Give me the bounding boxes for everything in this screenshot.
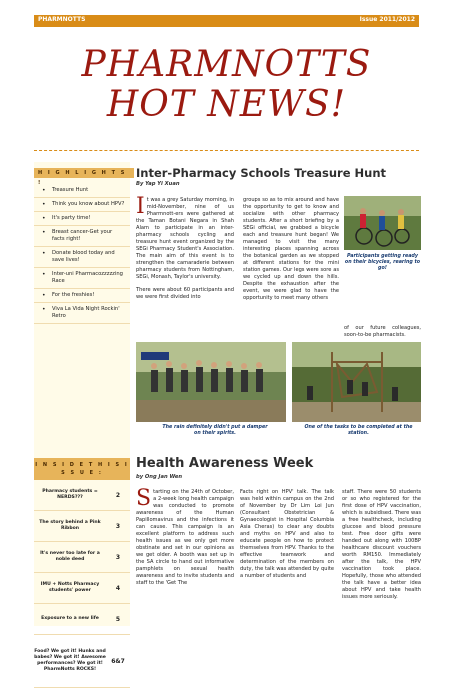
highlights-heading: H I G H L I G H T S ! [34,168,134,178]
contents-list [34,480,130,688]
contents-row[interactable] [34,573,130,604]
article-1-text-1b: There were about 60 participants and we were first divided into [136,287,234,300]
contents-row[interactable] [34,635,130,688]
contents-page: 6&7 [111,657,125,665]
contents-title: IMU + Notts Pharmacy students' power [40,582,100,593]
contents-title: It's never too late for a noble deed [40,551,100,562]
highlight-item: • Breast cancer-Get your facts right! [34,226,130,247]
contents-page: 2 [115,491,121,499]
group-photo [136,342,286,422]
highlight-item: • It's party time! [34,212,130,226]
sidebar [34,162,130,672]
article-1-col-3: of our future colleagues, soon-to-be pharmacists. [344,325,421,338]
issue-label: Issue 2011/2012 [359,16,415,23]
header-bar [34,15,419,27]
highlight-item: • Donate blood today and save lives! [34,247,130,268]
masthead-line-2: HOT NEWS! [106,84,347,125]
article-1-col-2: groups so as to mix around and have the opportunity to get to know and socialize with other pharmacy students. After a short briefing by a SEGi official, we grabbed a bicycle each and treasure hunt began! We managed to visit the many interesting places spanning across the botanical garden as we stopped at different stations for the mini station games. Our legs were sore as we cycled up and down the hills. Despite the exhaustion after the event, we were glad to have the opportunity to meet many others [243,197,339,301]
contents-page: 3 [115,522,121,530]
article-2-col-3: staff. There were 50 students or so who registered for the first dose of HPV vaccination, which is subsidised. There was a free healthcheck, including glucose and blood pressure test. Free door gifts were handed out along with 100BP healthcare discount vouchers worth RM150. Immediately after the talk, the HPV vaccination took place. Hopefully, those who attended the talk have a better idea about HPV and take health issues more seriously. [342,489,421,600]
station-task-photo [292,342,421,422]
highlight-item: • Inter-uni Pharmacozzzzzing Race [34,268,130,289]
contents-title: Food? We got it! Hunks and babes? We got it! Awesome performances? We got it! PharmNotts ROCKS! [34,649,106,672]
article-2-col-1 [136,486,234,587]
dropcap: S [136,486,152,511]
dropcap: I [136,194,145,219]
article-2-col-2: Facts right on HPV' talk. The talk was held within campus on the 2nd of November by Dr Lim Loi Jun (Consultant Obstetrician & Gynaecologist in Hospital Columbia Asia Cheras) to clear any doubts and myths on HPV and also to educate people on how to protect themselves from HPV. Thanks to the effective teamwork and determination of the members on duty, the talk was attended by quite a number of students and [240,489,334,579]
contents-title: Pharmacy students = NERDS??? [42,489,98,500]
article-1-title: Inter-Pharmacy Schools Treasure Hunt [136,166,387,180]
contents-title: Exposure to a new life [41,616,99,621]
bicycles-photo [344,196,421,250]
article-2-text-1: tarting on the 24th of October, a 2-week long health campaign was conducted to promote awareness of the Human Papillomavirus and the infections it can cause. This campaign is an excellent platform to address such health issues as we only get more obstinate and set in our opinions as we get older. A booth was set up in the SA circle to hand out informative pamphlets on sexual health awareness and to invite students and staff to the 'Get The [136,489,234,586]
inside-heading: I N S I D E T H I S I S S U E : [34,458,130,480]
masthead-line-1: PHARMNOTTS [81,44,372,85]
article-1-byline: By Yap Yi Xuan [136,181,180,187]
highlight-item: • Viva La Vida Night Rockin' Retro [34,303,130,324]
highlights-list [34,184,130,324]
contents-page: 5 [115,615,121,623]
article-1-col-1 [136,194,234,301]
article-1-text-1: t was a grey Saturday morning, in mid-November, nine of us Pharmnott-ers were gathered at the Taman Botani Negara in Shah Alam to participate in an inter-pharmacy schools cycling and treasure hunt event organized by the SEGi Pharmacy Student's Association. The main aim of this event is to strengthen the camaraderie between pharmacy students from Nottingham, SEGi, Monash, Taylor's university. [136,197,234,280]
bicycles-caption: Participants getting ready on their bicycles, rearing to go! [344,254,421,271]
station-photo-caption: One of the tasks to be completed at the station. [304,425,413,436]
masthead-title [34,45,419,125]
contents-title: The story behind a Pink Ribbon [39,520,101,531]
contents-page: 3 [115,553,121,561]
article-2-title: Health Awareness Week [136,456,314,471]
highlight-item: • Treasure Hunt [34,184,130,198]
contents-row[interactable] [34,480,130,511]
contents-page: 4 [115,584,121,592]
article-2-byline: by Ong Jan Wen [136,474,183,480]
highlight-item: • Think you know about HPV? [34,198,130,212]
contents-row[interactable] [34,511,130,542]
newsletter-name: PHARMNOTTS [38,16,86,23]
contents-row[interactable] [34,542,130,573]
group-photo-caption: The rain definitely didn't put a damper on their spirits. [162,425,268,436]
contents-row[interactable] [34,604,130,635]
highlight-item: • For the freshies! [34,289,130,303]
divider [34,150,419,151]
